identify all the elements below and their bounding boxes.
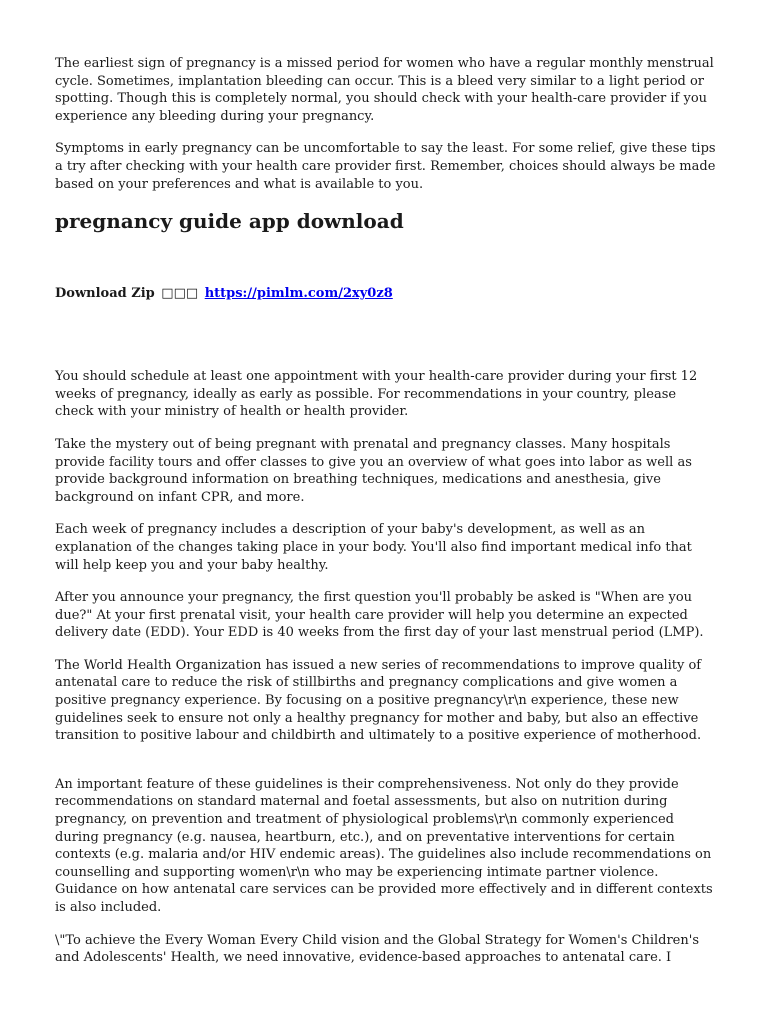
download-line [55,285,717,302]
document-page [55,55,717,982]
paragraph: You should schedule at least one appointment with your health-care provider during your first 12 weeks of pregnancy, ideally as early as possible. For recommendations in your country, please check with your ministry of health or health provider. [55,369,698,420]
download-glyphs: □□□ [161,286,199,302]
paragraph: The World Health Organization has issued a new series of recommendations to improve quality of antenatal care to reduce the risk of stillbirths and pregnancy complications and give women a positive pregnancy experience. By focusing on a positive pregnancy\r\n experience, these new guidelines seek to ensure not only a healthy pregnancy for mother and baby, but also an effective transition to positive labour and childbirth and ultimately to a positive experience of motherhood. [55,657,702,744]
download-link[interactable]: https://pimlm.com/2xy0z8 [204,286,393,302]
paragraph: Each week of pregnancy includes a description of your baby's development, as well as an explanation of the changes taking place in your body. You'll also find important medical info that will help keep you and your baby healthy. [55,522,692,573]
paragraph: After you announce your pregnancy, the first question you'll probably be asked is "When are you due?" At your first prenatal visit, your health care provider will help you determine an expected delivery date (EDD). Your EDD is 40 weeks from the first day of your last menstrual period (LMP). [55,590,704,641]
paragraph: Take the mystery out of being pregnant with prenatal and pregnancy classes. Many hospitals provide facility tours and offer classes to give you an overview of what goes into labor as well as provide background information on breathing techniques, medications and anesthesia, give background on infant CPR, and more. [55,436,692,505]
spacer [55,760,717,776]
paragraph: \"To achieve the Every Woman Every Child vision and the Global Strategy for Women's Children's and Adolescents' Health, we need innovative, evidence-based approaches to antenatal care. I [55,932,699,966]
paragraph: Symptoms in early pregnancy can be uncomfortable to say the least. For some relief, give these tips a try after checking with your health care provider first. Remember, choices should always be made based on your preferences and what is available to you. [55,141,716,192]
download-label: Download Zip [55,286,155,302]
paragraph: The earliest sign of pregnancy is a missed period for women who have a regular monthly menstrual cycle. Sometimes, implantation bleeding can occur. This is a bleed very similar to a light period or spotting. Though this is completely normal, you should check with your health-care provider if you experience any bleeding during your pregnancy. [55,56,714,124]
page-heading: pregnancy guide app download [55,209,404,234]
paragraph: An important feature of these guidelines is their comprehensiveness. Not only do they provide recommendations on standard maternal and foetal assessments, but also on nutrition during pregnancy, on prevention and treatment of physiological problems\r\n commonly experienced during pregnancy (e.g. nausea, heartburn, etc.), and on preventative interventions for certain contexts (e.g. malaria and/or HIV endemic areas). The guidelines also include recommendations on counselling and supporting women\r\n who may be experiencing intimate partner violence. Guidance on how antenatal care services can be provided more effectively and in different contexts is also included. [55,776,713,915]
spacer [55,302,717,368]
